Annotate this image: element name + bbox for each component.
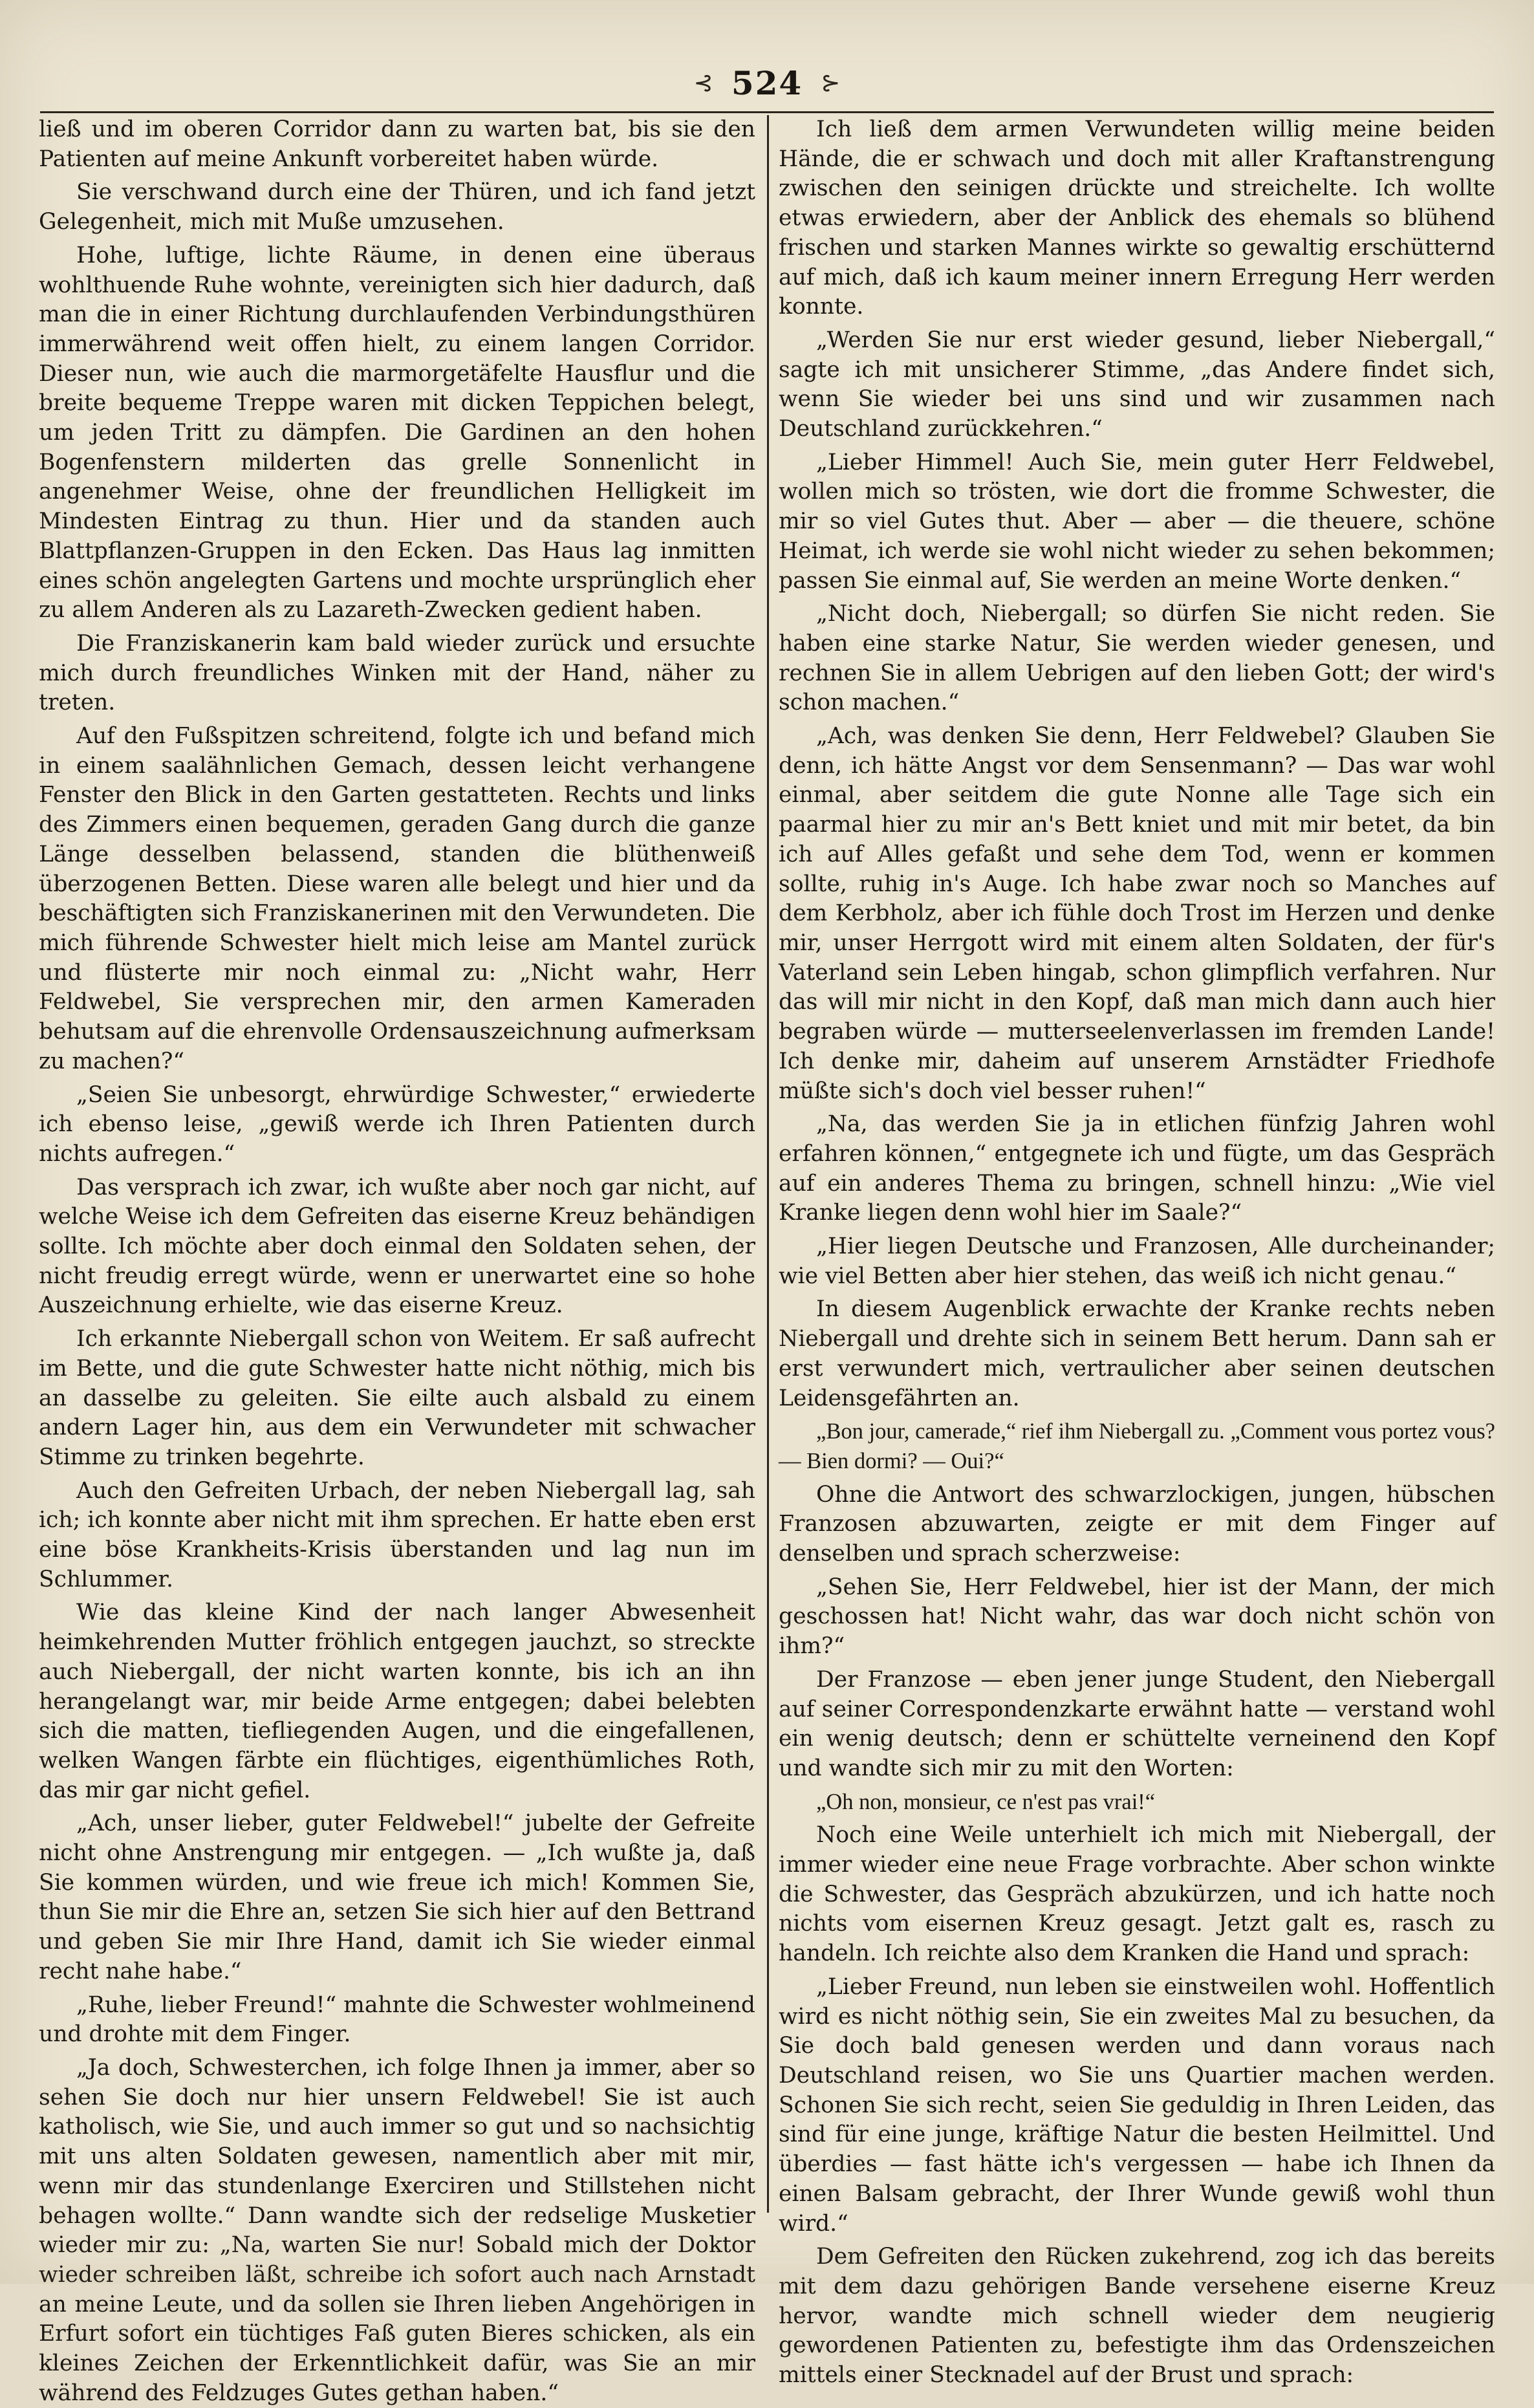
paragraph: „Ruhe, lieber Freund!“ mahnte die Schwester wohlmeinend und drohte mit dem Finger. (39, 1991, 755, 2048)
paragraph: „Oh non, monsieur, ce n'est pas vrai!“ (816, 1789, 1156, 1814)
paragraph: „Na, das werden Sie ja in etlichen fünfzig Jahren wohl erfahren können,“ entgegnete ich und fügte, um das Gespräch auf ein anderes Thema zu bringen, schnell hinzu: „Wie viel Kranke liegen denn wohl hier im Saale?“ (779, 1111, 1495, 1226)
paragraph: „Werden Sie nur erst wieder gesund, lieber Niebergall,“ sagte ich mit unsicherer Stimme, „das Andere findet sich, wenn Sie wieder bei uns sind und wir zusammen nach Deutschland zurückkehren.“ (779, 327, 1495, 442)
paragraph: In diesem Augenblick erwachte der Kranke rechts neben Niebergall und drehte sich in seinem Bett herum. Dann sah er erst verwundert mich, vertraulicher aber seinen deutschen Leidensgefährten an. (779, 1296, 1495, 1411)
paragraph: Noch eine Weile unterhielt ich mich mit Niebergall, der immer wieder eine neue Frage vorbrachte. Aber schon winkte die Schwester, das Gespräch abzukürzen, und ich hatte noch nichts vom eisernen Kreuz gesagt. Jetzt galt es, rasch zu handeln. Ich reichte also dem Kranken die Hand und sprach: (779, 1822, 1495, 1967)
paragraph: Ich ließ dem armen Verwundeten willig meine beiden Hände, die er schwach und doch mit aller Kraftanstrengung zwischen den seinigen drückte und streichelte. Ich wollte etwas erwiedern, aber der Anblick des ehemals so blühend frischen und starken Mannes wirkte so gewaltig erschütternd auf mich, daß ich kaum meiner innern Erregung Herr werden konnte. (779, 116, 1495, 320)
paragraph: „Nicht doch, Niebergall; so dürfen Sie nicht reden. Sie haben eine starke Natur, Sie werden wieder genesen, und rechnen Sie in allem Uebrigen auf den lieben Gott; der wird's schon machen.“ (779, 601, 1495, 716)
paragraph: Die Franziskanerin kam bald wieder zurück und ersuchte mich durch freundliches Winken mit der Hand, näher zu treten. (39, 630, 755, 716)
paragraph: Ohne die Antwort des schwarzlockigen, jungen, hübschen Franzosen abzuwarten, zeigte er mit dem Finger auf denselben und sprach scherzweise: (779, 1481, 1495, 1567)
paragraph: Das versprach ich zwar, ich wußte aber noch gar nicht, auf welche Weise ich dem Gefreiten das eiserne Kreuz behändigen sollte. Ich möchte aber doch einmal den Soldaten sehen, der nicht freudig erregt würde, wenn er unerwartet eine so hohe Auszeichnung erhielte, wie das eiserne Kreuz. (39, 1174, 755, 1319)
paragraph: Auch den Gefreiten Urbach, der neben Niebergall lag, sah ich; ich konnte aber nicht mit ihm sprechen. Er hatte eben erst eine böse Krankheits-Krisis überstanden und lag nun im Schlummer. (39, 1477, 755, 1592)
paragraph: „Seien Sie unbesorgt, ehrwürdige Schwester,“ erwiederte ich ebenso leise, „gewiß werde ich Ihren Patienten durch nichts aufregen.“ (39, 1081, 755, 1167)
paragraph: Auf den Fußspitzen schreitend, folgte ich und befand mich in einem saalähnlichen Gemach, dessen leicht verhangene Fenster den Blick in den Garten gestatteten. Rechts und links des Zimmers einen bequemen, geraden Gang durch die ganze Länge desselben belassend, standen die blüthenweiß überzogenen Betten. Diese waren alle belegt und hier und da beschäftigten sich Franziskanerinen mit den Verwundeten. Die mich führende Schwester hielt mich leise am Mantel zurück und flüsterte mir noch einmal zu: „Nicht wahr, Herr Feldwebel, Sie versprechen mir, den armen Kameraden behutsam auf die ehrenvolle Ordensauszeichnung aufmerksam zu machen?“ (39, 723, 755, 1074)
paragraph: Sie verschwand durch eine der Thüren, und ich fand jetzt Gelegenheit, mich mit Muße umzusehen. (39, 179, 755, 235)
page-header (0, 57, 1534, 109)
paragraph: „Bon jour, camerade,“ rief ihm Niebergall zu. „Comment vous portez vous? — Bien dormi? — Oui?“ (779, 1419, 1495, 1473)
paragraph: „Sehen Sie, Herr Feldwebel, hier ist der Mann, der mich geschossen hat! Nicht wahr, das war doch nicht schön von ihm?“ (779, 1574, 1495, 1660)
header-rule (40, 111, 1494, 113)
paragraph: Ich erkannte Niebergall schon von Weitem. Er saß aufrecht im Bette, und die gute Schwester hatte nicht nöthig, mich bis an dasselbe zu geleiten. Sie eilte auch alsbald zu einem andern Lager hin, aus dem ein Verwundeter mit schwacher Stimme zu trinken begehrte. (39, 1326, 755, 1470)
paragraph: „Hier liegen Deutsche und Franzosen, Alle durcheinander; wie viel Betten aber hier stehen, das weiß ich nicht genau.“ (779, 1233, 1495, 1289)
left-column (39, 115, 755, 2406)
page-number: 524 (731, 63, 803, 102)
right-column (779, 115, 1495, 2389)
column-divider (767, 115, 769, 2213)
paragraph: Wie das kleine Kind der nach langer Abwesenheit heimkehrenden Mutter fröhlich entgegen jauchzt, so streckte auch Niebergall, der nicht warten konnte, bis ich an ihn herangelangt war, mir beide Arme entgegen; dabei belebten sich die matten, tiefliegenden Augen, und die eingefallenen, welken Wangen färbte ein flüchtiges, eigenthümliches Roth, das mir gar nicht gefiel. (39, 1600, 755, 1803)
paragraph: „Lieber Freund, nun leben sie einstweilen wohl. Hoffentlich wird es nicht nöthig sein, Sie ein zweites Mal zu besuchen, da Sie doch bald genesen werden und dann voraus nach Deutschland reisen, wo Sie uns Quartier machen werden. Schonen Sie sich recht, seien Sie geduldig in Ihren Leiden, das sind für eine junge, kräftige Natur die besten Heilmittel. Und überdies — fast hätte ich's vergessen — habe ich Ihnen da einen Balsam gebracht, der Ihrer Wunde gewiß wohl thun wird.“ (779, 1973, 1495, 2237)
paragraph: ließ und im oberen Corridor dann zu warten bat, bis sie den Patienten auf meine Ankunft vorbereitet haben würde. (39, 116, 755, 172)
paragraph: Dem Gefreiten den Rücken zukehrend, zog ich das bereits mit dem dazu gehörigen Bande versehene eiserne Kreuz hervor, wandte mich schnell wieder dem neugierig gewordenen Patienten zu, befestigte ihm das Ordenszeichen mittels einer Stecknadel auf der Brust und sprach: (779, 2244, 1495, 2389)
ornament-left-icon: ⊰ (693, 69, 713, 96)
paragraph: „Ach, unser lieber, guter Feldwebel!“ jubelte der Gefreite nicht ohne Anstrengung mir entgegen. — „Ich wußte ja, daß Sie kommen würden, und wie freue ich mich! Kommen Sie, thun Sie mir die Ehre an, setzen Sie sich hier auf den Bettrand und geben Sie mir Ihre Hand, damit ich Sie wieder einmal recht nahe habe.“ (39, 1810, 755, 1984)
paragraph: „Ach, was denken Sie denn, Herr Feldwebel? Glauben Sie denn, ich hätte Angst vor dem Sensenmann? — Das war wohl einmal, aber seitdem die gute Nonne alle Tage sich ein paarmal hier zu mir an's Bett kniet und mit mir betet, da bin ich auf Alles gefaßt und sehe dem Tod, wenn er kommen sollte, ruhig in's Auge. Ich habe zwar noch so Manches auf dem Kerbholz, aber ich fühle doch Trost im Herzen und denke mir, unser Herrgott wird mit einem alten Soldaten, der für's Vaterland sein Leben hingab, schon glimpflich verfahren. Nur das will mir nicht in den Kopf, daß man mich dann auch hier begraben würde — mutterseelenverlassen im fremden Lande! Ich denke mir, daheim auf unserem Arnstädter Friedhofe müßte sich's doch viel besser ruhen!“ (779, 723, 1495, 1104)
paragraph: Hohe, luftige, lichte Räume, in denen eine überaus wohlthuende Ruhe wohnte, vereinigten sich hier dadurch, daß man die in einer Richtung durchlaufenden Verbindungsthüren immerwährend weit offen hielt, zu einem langen Corridor. Dieser nun, wie auch die marmorgetäfelte Hausflur und die breite bequeme Treppe waren mit dicken Teppichen belegt, um jeden Tritt zu dämpfen. Die Gardinen an den hohen Bogenfenstern milderten das grelle Sonnenlicht in angenehmer Weise, ohne der freundlichen Helligkeit im Mindesten Eintrag zu thun. Hier und da standen auch Blattpflanzen-Gruppen in den Ecken. Das Haus lag inmitten eines schön angelegten Gartens und mochte ursprünglich eher zu allem Anderen als zu Lazareth-Zwecken gedient haben. (39, 242, 755, 624)
paragraph: „Ja doch, Schwesterchen, ich folge Ihnen ja immer, aber so sehen Sie doch nur hier unsern Feldwebel! Sie ist auch katholisch, wie Sie, und auch immer so gut und so nachsichtig mit uns alten Soldaten gewesen, namentlich aber mit mir, wenn mir das stundenlange Exerciren und Stillstehen nicht behagen wollte.“ Dann wandte sich der redselige Musketier wieder mir zu: „Na, warten Sie nur! Sobald mich der Doktor wieder schreiben läßt, schreibe ich sofort auch nach Arnstadt an meine Leute, und da sollen sie Ihren lieben Angehörigen in Erfurt sofort ein tüchtiges Faß guten Bieres schicken, als ein kleines Zeichen der Erkenntlichkeit dafür, was Sie an mir während des Feldzuges Gutes gethan haben.“ (39, 2055, 755, 2406)
paragraph: Der Franzose — eben jener junge Student, den Niebergall auf seiner Correspondenzkarte erwähnt hatte — verstand wohl ein wenig deutsch; denn er schüttelte verneinend den Kopf und wandte sich mir zu mit den Worten: (779, 1666, 1495, 1781)
paragraph: „Lieber Himmel! Auch Sie, mein guter Herr Feldwebel, wollen mich so trösten, wie dort die fromme Schwester, die mir so viel Gutes thut. Aber — aber — die theuere, schöne Heimat, ich werde sie wohl nicht wieder zu sehen bekommen; passen Sie einmal auf, Sie werden an meine Worte denken.“ (779, 449, 1495, 594)
ornament-right-icon: ⊱ (821, 69, 841, 96)
